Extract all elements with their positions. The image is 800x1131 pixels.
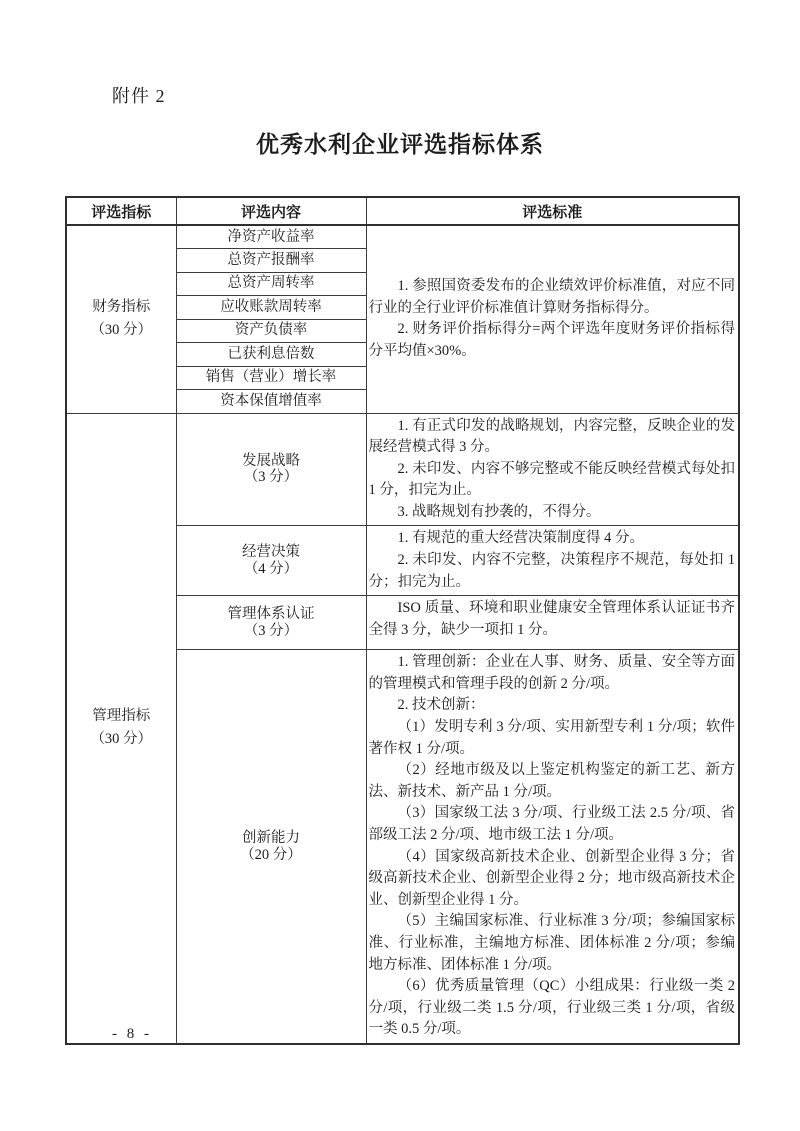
indicator-financial <box>66 225 176 413</box>
header-content: 评选内容 <box>176 197 366 225</box>
standard-paragraph: ISO 质量、环境和职业健康安全管理体系认证证书齐全得 3 分，缺少一项扣 1 分。 <box>368 600 735 638</box>
standard-paragraph: 1. 有规范的重大经营决策制度得 4 分。 <box>397 530 644 547</box>
table-row <box>66 225 739 249</box>
content-item: 应收账款周转率 <box>176 296 366 320</box>
indicator-management-name: 管理指标 <box>92 708 151 725</box>
content-strategy-score: （3 分） <box>243 469 299 486</box>
standard-financial <box>366 225 739 413</box>
indicator-financial-name: 财务指标 <box>92 299 151 316</box>
standard-paragraph: 2. 未印发、内容不完整，决策程序不规范，每处扣 1 分；扣完为止。 <box>368 552 735 590</box>
header-row <box>66 197 739 225</box>
content-item: 总资产周转率 <box>176 272 366 296</box>
standard-decision <box>366 526 739 596</box>
content-strategy <box>176 413 366 526</box>
indicator-management-score: （30 分） <box>90 731 153 748</box>
content-strategy-name: 发展战略 <box>242 452 300 469</box>
content-item: 总资产报酬率 <box>176 249 366 273</box>
standard-paragraph: 1. 参照国资委发布的企业绩效评价标准值，对应不同行业的全行业评价标准值计算财务指标得分。 <box>368 278 735 316</box>
content-innovation <box>176 650 366 1044</box>
content-certification-name: 管理体系认证 <box>227 606 315 623</box>
content-item: 资产负债率 <box>176 319 366 343</box>
header-standard: 评选标准 <box>366 197 739 225</box>
page-number: - 8 - <box>112 1026 152 1042</box>
standard-innovation <box>366 650 739 1044</box>
standard-paragraph: 3. 战略规划有抄袭的，不得分。 <box>397 503 601 520</box>
content-item: 销售（营业）增长率 <box>176 366 366 390</box>
attachment-label: 附件 2 <box>112 86 166 106</box>
standard-paragraph: （4）国家级高新技术企业、创新型企业得 3 分；省级高新技术企业、创新型企业得 2 分；地市级高新技术企业、创新型企业得 1 分。 <box>368 848 735 908</box>
content-decision-score: （4 分） <box>243 560 299 577</box>
content-decision <box>176 526 366 596</box>
content-decision-name: 经营决策 <box>242 544 300 561</box>
page-title: 优秀水利企业评选指标体系 <box>256 132 544 157</box>
content-item: 净资产收益率 <box>176 225 366 249</box>
standard-paragraph: （6）优秀质量管理（QC）小组成果：行业级一类 2 分/项，行业级二类 1.5 分/项，行业级三类 1 分/项，省级一类 0.5 分/项。 <box>368 978 735 1038</box>
standard-paragraph: （3）国家级工法 3 分/项、行业级工法 2.5 分/项、省部级工法 2 分/项、地市级工法 1 分/项。 <box>368 805 735 843</box>
standard-paragraph: 1. 有正式印发的战略规划，内容完整，反映企业的发展经营模式得 3 分。 <box>368 417 735 456</box>
content-certification <box>176 596 366 650</box>
indicator-management <box>66 413 176 1044</box>
standard-paragraph: （1）发明专利 3 分/项、实用新型专利 1 分/项；软件著作权 1 分/项。 <box>368 719 735 757</box>
content-innovation-name: 创新能力 <box>242 829 300 846</box>
header-indicator: 评选指标 <box>66 197 176 225</box>
standard-paragraph: （5）主编国家标准、行业标准 3 分/项；参编国家标准、行业标准，主编地方标准、团体标准 2 分/项；参编地方标准、团体标准 1 分/项。 <box>368 913 735 973</box>
content-innovation-score: （20 分） <box>240 846 302 863</box>
content-item: 已获利息倍数 <box>176 343 366 367</box>
standard-paragraph: （2）经地市级及以上鉴定机构鉴定的新工艺、新方法、新技术、新产品 1 分/项。 <box>368 762 735 800</box>
standard-certification <box>366 596 739 650</box>
indicator-financial-score: （30 分） <box>90 322 153 339</box>
standard-paragraph: 2. 财务评价指标得分=两个评选年度财务评价指标得分平均值×30%。 <box>368 321 735 359</box>
evaluation-table <box>65 196 740 1045</box>
standard-paragraph: 1. 管理创新：企业在人事、财务、质量、安全等方面的管理模式和管理手段的创新 2 分/项。 <box>368 654 735 692</box>
standard-paragraph: 2. 未印发、内容不够完整或不能反映经营模式每处扣 1 分，扣完为止。 <box>368 460 735 499</box>
standard-strategy <box>366 413 739 526</box>
content-certification-score: （3 分） <box>243 622 299 639</box>
content-item: 资本保值增值率 <box>176 390 366 414</box>
table-row <box>66 413 739 526</box>
standard-paragraph: 2. 技术创新： <box>397 697 485 714</box>
